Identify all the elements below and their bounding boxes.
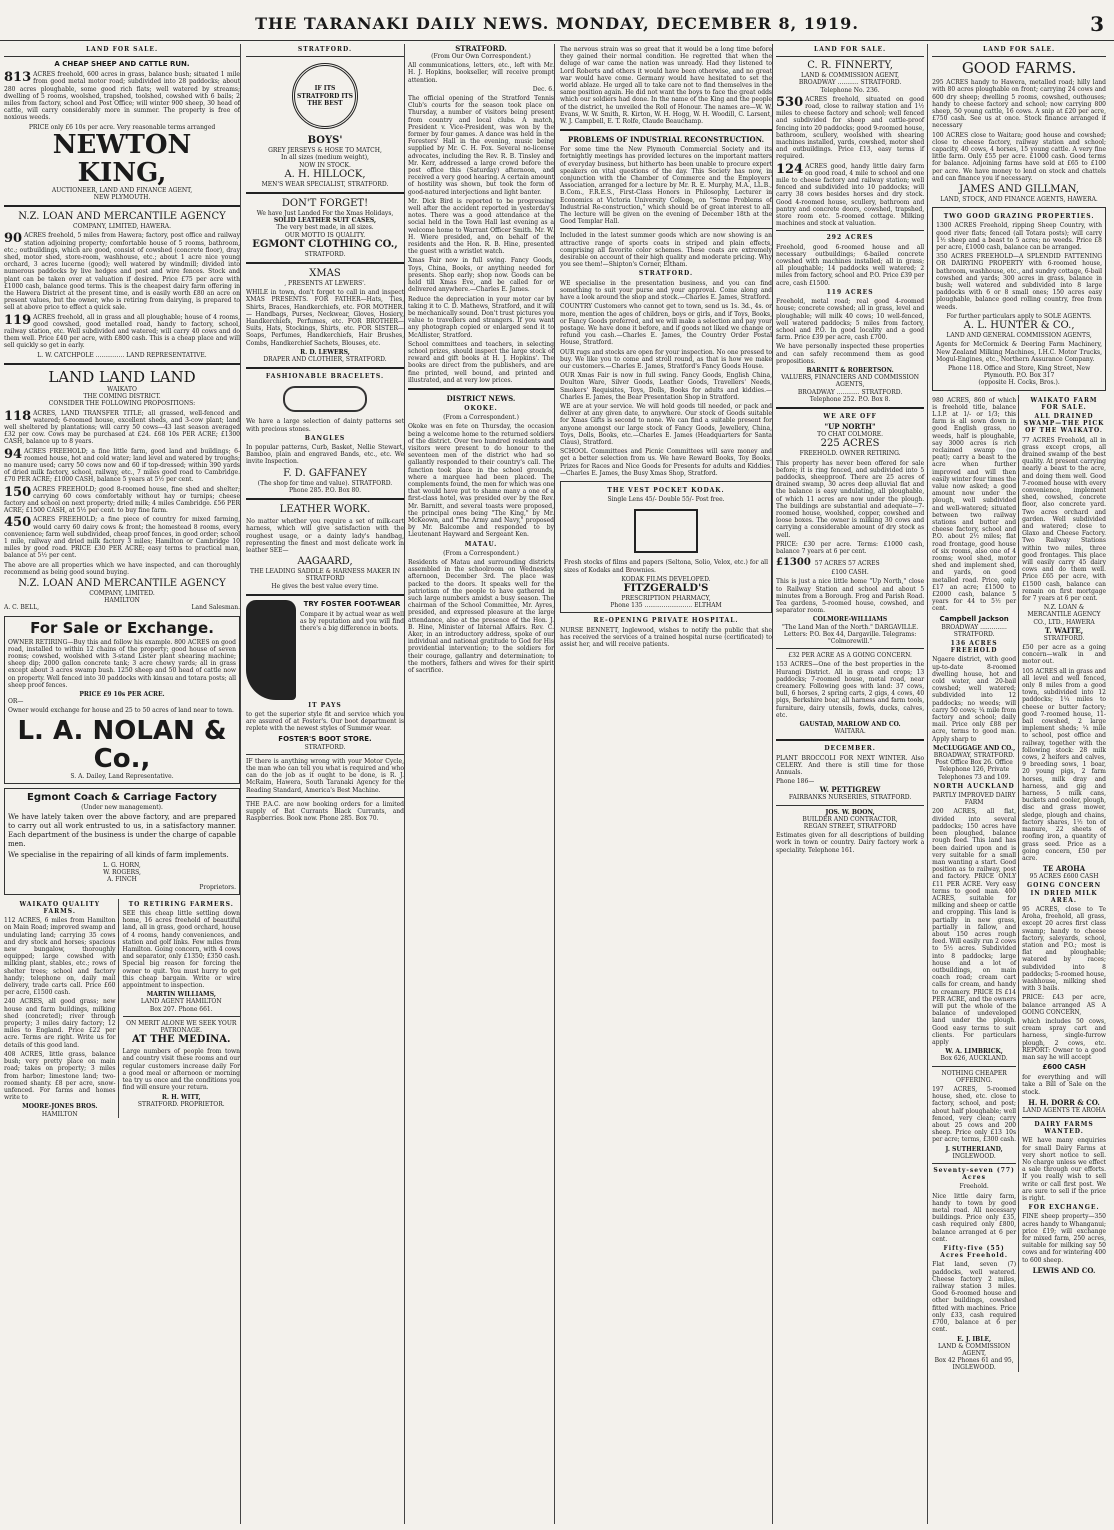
waikato-ad: 408 ACRES, little grass, balance bush; very pretty place on main road; takes on property; 3 miles from harbor; limestone land; two-roomed shanty. £8 per acre, snow-unfenced. For farms and homes write to xyxy=(4,1050,116,1102)
boot-place: STRATFORD. xyxy=(304,743,346,751)
nolan-sub: S. A. Dailey, Land Representative. xyxy=(70,772,174,780)
agent-role: AUCTIONEER, LAND AND FINANCE AGENT, xyxy=(51,186,193,194)
agent-right: Land Salesman. xyxy=(191,604,240,612)
ad-text: ACRES, LAND TRANSFER TITLE; all grassed, well-fenced and watered; 6-roomed house, excellent sheds, and 3-cow plant; land well sheltered by plantations; will carry 50 cows—43 last season averaged £32 per cow. Cows may be purchased at £24. £68 10s PER ACRE; £1300 CASH, balance up to 8 years. xyxy=(4,409,240,446)
agency-name: N.Z. LOAN AND MERCANTILE AGENCY xyxy=(18,577,226,589)
ad-text: 153 ACRES—One of the best properties in the Hurangi District. All in grass and crops; 13 paddocks; 7-roomed house, metal road, near creamery. Following goes with land: 37 cows, bull, 6 horses, 2 spring carts, 2 gigs, 4 cows, 40 pigs, Berkshire boar, all harness and farm tools, furniture, dairy utensils, fowls, ducks, calves, etc. xyxy=(776,661,925,719)
williams-role: LAND AGENT HAMILTON xyxy=(140,998,222,1006)
page-number: 3 xyxy=(1090,12,1104,36)
ad-text: Flat land, seven (7) paddocks, well watered. Cheese factory 2 miles, railway station 3 miles. Good 6-roomed house and other buildings, cowshed fitted with machines. Price only £33, cash required £700, balance at 6 per cent. xyxy=(932,1261,1017,1334)
problems-text: For some time the New Plymouth Commercial Society and its fortnightly meetings has provided lectures on the important matters of everyday business, but hitherto has been unable to procure expert speakers on vital questions of the day. This Society has now, in conjunction with the Chamber of Commerce and the Employers' Association, arranged for a lecture by Mr. R. E. Murphy, M.A., LL.B., B.Com., F.R.E.S., First-Class Honors in Philosophy, Lecturer in Economics at Victoria University College, on "Some Problems of Industrial Re-construction," which should be of great interest to all. The lecture will be given on the evening of December 18th at the Good Templar Hall. xyxy=(560,146,772,226)
ad-text: ACRES FREEHOLD; good 8-roomed house, fine shed and shelter; carrying 60 cows comfortably without hay or turnips; cheese factory and school on next property; dried milk; 4 miles Cambridge. £56 PER ACRE; £1500 CASH, at 5½ per cent. to buy fine farm. xyxy=(4,485,240,515)
james-ad: COUNTRY Customers who cannot get to town, send us 1s. 3d., 4s. or more, mention the ages of children, boys or girls, and if Toys, Books, or Fancy Goods preferred, and we will make a selection and pay your postage. We have done it before, and if goods not liked we change or refund you cash.—Charles E. James, the Country Order Postal House, Stratford. xyxy=(560,303,772,347)
ad-heading: 119 ACRES xyxy=(826,288,874,296)
limbrick-name: W. A. LIMBRICK, xyxy=(945,1048,1003,1056)
ad-text: 95 ACRES, close to Te Aroha, freehold, all grass, except 20 acres first class swamp; handy to cheese factory, saleyards, school, station and P.O.; most is flat and ploughable; watered by races; subdivided into 8 paddocks; 5-roomed house, washhouse, milking shed with 3 bails. xyxy=(1022,905,1106,993)
pettigrew-sub: FAIRBANKS NURSERIES, STRATFORD. xyxy=(788,794,912,802)
james-ad: SCHOOL Committees and Picnic Committees will save money and get a better selection from us. We have Reward Books, Toy Books, Prizes for Races and Nice Goods for Presents for adults and Kiddies.—Charles E. James, the Busy Xmas Shop, Stratford. xyxy=(560,448,772,477)
waite-place: STRATFORD. xyxy=(1043,634,1085,642)
reopen-heading: RE-OPENING PRIVATE HOSPITAL. xyxy=(593,617,739,625)
waikato-label: WAIKATO FARM FOR SALE. xyxy=(1030,396,1098,411)
gaustad-place: WAITARA. xyxy=(834,728,866,736)
boon-role: BUILDER AND CONTRACTOR, xyxy=(802,815,898,823)
masthead xyxy=(0,0,1114,41)
foster-text: Compare it by actual wear as well as by reputation and you will find there's a big difference in boots. xyxy=(300,610,404,633)
ad-text: Freehold, good 6-roomed house and all necessary outbuildings; 6-bailed concrete cowshed with machines installed; all in grass; all ploughable; 14 paddocks well watered; 2 miles from factory, school and P.O. Price £39 per acre, cash £1500. xyxy=(776,243,925,287)
mcluggage-box: Post Office Box 26. Office Telephone 126, Private Telephones 73 and 109. xyxy=(935,759,1013,781)
acres-number: 150 xyxy=(4,484,32,500)
land-sub: WAIKATO xyxy=(107,385,137,393)
waikato-place: HAMILTON xyxy=(41,1110,78,1118)
boot-icon xyxy=(246,600,296,700)
acres-number: 813 xyxy=(4,70,32,86)
land-heading: LAND LAND LAND xyxy=(48,367,196,386)
ad-heading: 292 ACRES xyxy=(826,234,874,242)
auckland-sub: PARTLY IMPROVED DAIRY FARM xyxy=(932,792,1016,807)
kodak-box xyxy=(560,481,772,613)
james-ad: OUR rugs and stocks are open for your inspection. No one pressed to buy. We like you to come and stroll round, as that is how we make our customers.—Charles E. James, Stratford's Fancy Goods House. xyxy=(560,348,772,370)
ad-text: Freehold, metal road; real good 4-roomed house; concrete cowshed; all in grass, level and ploughable; will milk 40 cows; 10 well-fenced, well watered paddocks; 5 miles from factory, school and P.O. In good locality and a good farm. Price £39 per acre, cash £700. xyxy=(776,298,925,342)
ad-agent: L. W. CATCHPOLE ............... LAND REPRESENTATIVE. xyxy=(37,351,207,359)
kodak-developed: KODAK FILMS DEVELOPED. xyxy=(621,575,711,583)
upnorth-sub: TO CHAT COLMORE. xyxy=(817,431,884,439)
williams-box: Box 207. Phone 661. xyxy=(149,1005,213,1013)
news-article: Xmas Fair now in full swing. Fancy Goods, Toys, China, Books, or anything needed for presents. Shop early; shop now. Goods can be held till Xmas Eve, and be called for or delivered anywhere.—Charles E. James. xyxy=(408,257,554,294)
column-land-for-sale xyxy=(4,44,241,1524)
column-land-agents xyxy=(776,44,1106,1524)
ad-heading: £1300 xyxy=(776,557,811,569)
james-ad: OUR Xmas Fair is now in full swing. Fancy Goods, English China, Doulton Ware, Silver Goods, Leather Goods, Travellers' Needs, Smokers' Requisites, Toys, Dolls, Books for adults and kiddies.—Charles E. James, the Bear Presentation Shop in Stratford. xyxy=(560,372,772,401)
colmore-role: "The Land Man of the North." DARGAVILLE. xyxy=(781,623,919,631)
egmont-text: We have lately taken over the above factory, and are prepared to carry out all work entrusted to us, in a satisfactory manner. Each department of the business is under the charge of capable men. xyxy=(8,813,236,849)
bangles-text: In popular patterns, Curb, Basket, Nellie Stewart, Bamboo, plain and engraved Bands, etc., etc. We invite Inspection. xyxy=(246,444,404,466)
foster-heading: TRY FOSTER FOOT-WEAR xyxy=(303,599,401,608)
agency-sub: COMPANY, LIMITED. xyxy=(89,589,155,597)
ad-heading: Seventy-seven (77) Acres xyxy=(933,1167,1015,1182)
sale-price: PRICE £9 10s PER ACRE. xyxy=(79,691,165,698)
ad-heading: A CHEAP SHEEP AND CATTLE RUN. xyxy=(54,60,190,69)
agency-name: N.Z. LOAN AND MERCANTILE AGENCY xyxy=(18,211,226,223)
ad-footer: The above are all properties which we have inspected, and can thoroughly recommend as being good sound buying. xyxy=(4,561,240,576)
medina-note: ON MERIT ALONE WE SEEK YOUR PATRONAGE. xyxy=(126,1019,237,1035)
campbell-name: Campbell Jackson xyxy=(939,614,1009,623)
ad-text: 295 ACRES handy to Hawera, metalled road; hilly land with 80 acres ploughable on front; carrying 24 cows and 600 dry sheep; dwelling 5 rooms, cowshed, outhouses; handy to cheese factory and school; now carrying 800 sheep, 50 young cattle, 16 cows. A snip at £20 per acre, £750 cash. See us at once. Stock finance arranged if necessary xyxy=(932,79,1106,130)
boys-sizes: In all sizes (medium weight), xyxy=(281,154,369,162)
ad-heading: 225 ACRES xyxy=(820,438,880,450)
mcluggage-place: BROADWAY, STRATFORD. xyxy=(933,752,1015,760)
barnitt-name: BARNITT & ROBERTSON. xyxy=(806,366,894,374)
bangles-heading: BANGLES xyxy=(304,434,346,442)
forget-motto: OUR MOTTO IS QUALITY. xyxy=(284,231,366,239)
stratford-label: STRATFORD. xyxy=(297,46,353,53)
ad-text: 200 ACRES, all flat, divided into several paddocks; 150 acres have been ploughed, balance rough feed. This land has been dairied upon and is very suitable for a small man wanting a start. Good position as to railway, post and factory. PRICE ONLY £11 PER ACRE. Very easy terms to good man. 400 ACRES, suitable for milking and sheep or cattle and cropping. This land is partially in new grass, partially in fallow, and about 150 acres rough feed. Will easily run 2 cows to 5½ acres. Subdivided into 8 paddocks; large house and a lot of outbuildings, on main coach road; cream cart calls for cream, and handy to creamery. PRICE IS £14 PER ACRE, and the owners will put the whole of the balance of undeveloped land under the plough. Good easy terms to suit clients. For particulars apply xyxy=(932,808,1017,1046)
acres-number: 94 xyxy=(4,446,23,462)
aagaard-note: He gives the best value every time. xyxy=(271,582,379,590)
sale-or: OR— xyxy=(8,698,24,706)
witt-role: STRATFORD. PROPRIETOR. xyxy=(137,1100,225,1108)
acres-number: 530 xyxy=(776,94,804,110)
barnitt-place: BROADWAY ............ STRATFORD. xyxy=(797,388,903,396)
ad-text: 100 ACRES close to Waitara; good house and cowshed; close to cheese factory, railway station and school; capacity, 40 cows, 4 horses, 15 young cattle. A very fine little farm. Only £55 per acre. £1000 cash. Good terms for balance. Adjoining farms have sold at £65 to £100 per acre. We have money to lend on stock and chattels and can finance you if necessary. xyxy=(932,131,1106,182)
acres-number: 119 xyxy=(4,312,32,328)
agent-left: A. C. BELL, xyxy=(4,604,40,612)
ad-text: This is just a nice little home "Up North," close to Railway Station and school and about 5 minutes from a Borough. Frog and Parish Road. Tea gardens, 5-roomed house, cowshed, and separator room. xyxy=(776,578,925,615)
hunter-role: LAND AND GENERAL COMMISSION AGENTS, xyxy=(946,332,1092,340)
medina-heading: AT THE MEDINA. xyxy=(131,1034,231,1046)
egmont-clothing: EGMONT CLOTHING CO., xyxy=(252,238,398,250)
james-ad: WE specialise in the presentation business, and you can find something to suit your purse and your approval. Come along and have a look around the shop and stock.—Charles E. James, Stratford. xyxy=(560,279,772,302)
finnerty-role: LAND & COMMISSION AGENT, xyxy=(801,72,900,80)
egmont-name: L. G. HORN, xyxy=(103,862,141,870)
ible-name: E. J. IBLE, xyxy=(957,1335,992,1343)
masthead-title: THE TARANAKI DAILY NEWS. MONDAY, DECEMBER 8, 1919. xyxy=(255,14,859,33)
aroha-heading: TE AROHA xyxy=(1042,864,1086,874)
ible-role: LAND & COMMISSION AGENT, xyxy=(937,1342,1011,1357)
forget-item: SOLID LEATHER SUIT CASES, xyxy=(273,217,377,225)
hunter-name: A. L. HUNTER & CO., xyxy=(963,320,1075,332)
exchange-text: FINE sheep property—350 acres handy to Whanganui; price £19; will exchange for mixed farm, 250 acres, suitable for milking say 50 cows and for wintering 400 to 600 sheep. xyxy=(1022,1213,1106,1264)
egmont-props: Proprietors. xyxy=(199,883,236,891)
pac-text: THE P.A.C. are now booking orders for a limited supply of Bat Currants Black Currants, and Raspberries. Book now. Phone 285. Box 70. xyxy=(246,800,404,823)
lewis-name: LEWIS AND CO. xyxy=(1032,1265,1096,1275)
retiring-heading: TO RETIRING FARMERS. xyxy=(128,900,234,908)
upnorth-quote: "UP NORTH" xyxy=(824,422,876,432)
ad-sub: Freehold. xyxy=(959,1183,989,1191)
fitz-phone: Phone 135 ......................... ELTHAM xyxy=(610,602,722,610)
egmont-sub: (Under new management). xyxy=(81,803,163,811)
ad-heading: Fifty-five (55) Acres Freehold. xyxy=(940,1245,1008,1260)
news-heading: STRATFORD. xyxy=(455,44,507,53)
boon-text: Estimates given for all descriptions of building work in town or country. Dairy factory work a speciality. Telephone 161. xyxy=(776,832,925,854)
mcluggage-name: McCLUGGAGE AND CO., xyxy=(933,744,1016,752)
gaffaney-name: F. D. GAFFANEY xyxy=(283,467,367,479)
acres-number: 124 xyxy=(776,161,804,177)
ad-text: ACRES good, handy little dairy farm on good road, 4 mile to school and one mile to cheese factory and railway station; well fenced and subdivided into 10 paddocks; will carry 38 cows besides horses and dry stock. Good 4-roomed house, scullery, bathroom and pantry and concrete doors, cowshed, trapshed, store room etc. 5-roomed cottage. Milking machines and stock at valuation. xyxy=(776,162,925,228)
pettigrew-name: W. PETTIGREW xyxy=(819,785,881,795)
ad-text: ACRES freehold, all in grass and all ploughable; house of 4 rooms, good cowshed, good metalled road, handy to factory, school, railway station, etc. Well subdivided and watered; will carry 40 cows and do them well. Price £40 per acre, with £800 cash. This is a cheap place and will sell quickly so get in early. xyxy=(4,313,240,350)
dorr-name: H. H. DORR & CO. xyxy=(1028,1097,1100,1107)
colmore-box: Letters: P.O. Box 44, Dargaville. Telegrams: "Colmorewill." xyxy=(783,630,917,646)
news-notice: All communications, letters, etc., left with Mr. H. J. Hopkins, bookseller, will receive prompt attention. xyxy=(408,62,554,84)
ad-text: 350 ACRES FREEHOLD—A SPLENDID FATTENING OR DAIRYING PROPERTY with 6-roomed house, bathroom, washhouse, etc., and sundry cottage, 6-bail cowshed and yards; 300 acres in grass, balance in bush; well watered and subdivided into 8 large paddocks with 6 or 8 small ones; 150 acres easy ploughable, balance good rolling country, free from weeds. xyxy=(936,253,1102,311)
hunter-note: (opposite H. Cocks, Bros.). xyxy=(978,379,1060,387)
ad-particulars: For further particulars apply to SOLE AGENTS. xyxy=(946,312,1092,320)
ad-price: PRICE only £6 10s per acre. Very reasonable terms arranged xyxy=(28,123,216,131)
problems-heading: PROBLEMS OF INDUSTRIAL RECONSTRUCTION. xyxy=(567,135,765,145)
forget-note: The very best made, in all sizes. xyxy=(276,224,374,232)
ad-text: 77 ACRES Freehold, all in grass except crops, all drained swamp of the best quality. At present carrying nearly a beast to the acre, and doing them well. Good 7-roomed house with every convenience, implement shed, cowshed, concrete floor, also concrete yard. Two acres orchard and garden. Well subdivided and watered; close to Glaxo and Cheese Factory. Two Railway Stations within two miles, three good frontages. This place will easily carry 45 dairy cows and do them well. Price £65 per acre, with £1500 cash, balance can remain on first mortgage for 7 years at 6 per cent. xyxy=(1022,436,1106,602)
pays-heading: IT PAYS xyxy=(308,701,342,709)
acres-number: 118 xyxy=(4,408,32,424)
finnerty-phone: Telephone No. 236. xyxy=(820,86,880,94)
witt-name: R. H. WITT, xyxy=(161,1093,201,1101)
okoke-text: Okoke was en fete on Thursday, the occasion being a welcome home to the returned soldiers of the district. Over two hundred residents and visitors were present to do honour to the seventeen men of the district who had so gallantly responded to their country's call. The function took place in the school grounds, where a marquee had been placed. The complements found, the men for which was one that would have put to shame many a one of a first-class hotel, was presided over by the Rev. Mr. Barnitt, and several toasts were proposed, the principal ones being "The King," by Mr. McKeown, and "The Army and Navy," proposed by Mr. Balcombe and responded to by Lieutenant Hayward and Sergeant Ken. xyxy=(408,423,554,539)
waikato-ad: 240 ACRES, all good grass; new house and farm buildings, milking shed (concreted); river through property; 3 miles dairy factory; 12 miles to England. Price £22 per acre. Terms are right. Write us for details of this good land. xyxy=(4,998,116,1049)
pays-text: to get the superior style fit and service which you are assured of at Foster's. Our boot department is replete with the newest styles of Summer wear. xyxy=(246,710,404,733)
land-sub2: THE COMING DISTRICT. xyxy=(83,393,161,401)
ad-acres: 57 ACRES 57 ACRES xyxy=(814,559,880,567)
news-article: The nervous strain was so great that it would be a long time before they gained their normal condition. He regretted that when the deluge of war came the nation was unready. Had they listened to Lord Roberts and others it would have been otherwise, and no great war would have come. Germany would have hesitated to set the world ablaze. He urged all to take care not to find themselves in the same position again. He did not want the boys to face the great odds which our soldiers had done. In the name of the King and the people of the district, he unveiled the Roll of Honour. The names are—W. W. Evans, W. W. Smith, R. Kirton, W. H. Hogg, W. H. Woodill, C. Larsent, W. J. Campbell, E. T. Rolfe, Claude Beauchamp. xyxy=(560,46,772,126)
december-text: PLANT BROCCOLI FOR NEXT WINTER. Also CELERY. And there is still time for those Annuals. xyxy=(776,754,925,777)
grazing-heading: TWO GOOD GRAZING PROPERTIES. xyxy=(943,213,1095,221)
matau-byline: (From a Correspondent.) xyxy=(443,549,519,557)
camera-icon xyxy=(634,509,698,553)
sale-heading: For Sale or Exchange. xyxy=(30,618,214,637)
land-props: CONSIDER THE FOLLOWING PROPOSITIONS: xyxy=(48,400,196,408)
medina-text: Large numbers of people from town and country visit these rooms and our regular customers increase daily For a good meal or afternoon or morning tea try us once and the conditions you find will ensure your return. xyxy=(122,1048,240,1092)
gaffaney-phone: Phone 285. P.O. Box 80. xyxy=(288,486,362,494)
ad-text: ACRES FREEHOLD; a fine little farm, good land and buildings; 6-roomed house, hot and cold water; land level and watered by troughs; no manure used; carry 50 cows now and 60 if top-dressed; within 390 yards of dried milk factory, school, railway, etc., 7 miles good road to Cambridge. £70 PER ACRE; £1000 CASH, balance 5 years at 5½ per cent. xyxy=(4,447,240,484)
gaustad-name: GAUSTAD, MARLOW AND CO. xyxy=(799,721,901,729)
gillman-name: JAMES AND GILLMAN, xyxy=(959,184,1080,196)
egmont-heading: Egmont Coach & Carriage Factory xyxy=(27,791,217,803)
barnitt-phone: Telephone 252. P.O. Box 8. xyxy=(809,395,891,403)
boon-name: JOS. W. BOON, xyxy=(825,808,875,816)
campbell-place: BROADWAY .............. STRATFORD. xyxy=(941,623,1007,638)
sale-exchange: Owner would exchange for house and 25 to 50 acres of land near to town. xyxy=(8,707,234,715)
ad-price: PRICE: £30 per acre. Terms: £1000 cash, balance 7 years at 6 per cent. xyxy=(776,540,925,555)
sutherland-place: INGLEWOOD. xyxy=(952,1152,996,1160)
bracelet-heading: FASHIONABLE BRACELETS. xyxy=(265,373,385,381)
boys-stock: NOW IN STOCK. xyxy=(299,161,351,169)
xmas-heading: XMAS xyxy=(309,268,341,280)
upnorth-heading: WE ARE OFF xyxy=(823,412,877,420)
ad-text: This property has never been offered for sale before; it is ring fenced, and subdivided into 5 paddocks, sheepproof. There are 25 acres of drained swamp, 30 acres deep alluvial flat and the balance is easy undulating, all ploughable, of which 11 acres are now under the plough. The buildings are substantial and adequate—7-roomed house, woolshed, copper, cowshed and loose boxes. The owner is milking 30 cows and carrying a considerable amount of dry stock as well. xyxy=(776,459,925,539)
xmas-sub: , PRESENTS AT LEWERS'. xyxy=(284,280,366,288)
hunter-text: Agents for McCormick & Deering Farm Machinery, New Zealand Milking Machines, I.H.C. Motor Trucks, Mogul-Engines, etc., Northern Assurance Company. xyxy=(936,341,1102,363)
wanted-heading: DAIRY FARMS WANTED. xyxy=(1034,1121,1094,1136)
bracelet-icon xyxy=(283,386,367,412)
aagaard-name: AAGAARD, xyxy=(297,556,353,568)
shield-text: IF ITS STRATFORD ITS THE BEST xyxy=(297,85,353,107)
limbrick-box: Box 626, AUCKLAND. xyxy=(940,1055,1008,1063)
egmont-name: A. FINCH xyxy=(107,876,137,884)
lewers-role: DRAPER AND CLOTHIER, STRATFORD. xyxy=(263,356,387,364)
aroha-sub: GOING CONCERN IN DRIED MILK AREA. xyxy=(1026,882,1102,904)
good-farms-heading: GOOD FARMS. xyxy=(961,59,1077,78)
egmont-text: We specialise in the repairing of all kinds of farm implements. xyxy=(8,851,229,860)
ible-box: Box 42 Phones 61 and 95, xyxy=(934,1357,1014,1365)
december-phone: Phone 186— xyxy=(776,778,815,786)
ad-price: PRICE: £43 per acre, balance arranged AS A GOING CONCERN, xyxy=(1022,994,1106,1016)
ad-text: Nice little dairy farm, handy to town by good metal road. All necessary buildings. Price only £35, cash required only £800, balance arranged at 6 per cent. xyxy=(932,1192,1017,1243)
ad-text: We have personally inspected these properties and can safely recommend them as good propositions. xyxy=(776,343,925,365)
exchange-heading: FOR EXCHANGE. xyxy=(1028,1204,1100,1212)
leather-heading: LEATHER WORK. xyxy=(279,504,371,516)
ad-text: 1300 ACRES Freehold, ripping Sheep Country, with good river flats; fenced (all Totara posts); will carry 1½ sheep and a beast to 5 acres; no weeds. Price £8 per acre, £1000 cash, balance can be arranged. xyxy=(936,222,1102,252)
news-article: Reduce the depreciation in your motor car by taking it to C. D. Mathews, Stratford, and it will be mechanically sound. Don't trust pictures you value to travellers and strangers. If you want any photograph copied or enlarged send it to McAllister, Stratford. xyxy=(408,295,554,339)
james-ad: WE are at your service. We will hold goods till needed, or pack and deliver at any given date, to anywhere. Our stock of Goods suitable for Xmas Gifts is second to none. We can find a suitable present for anyone amongst our large stock of Fancy Goods, Jewellery, China, Toys, Dolls, Books, etc.—Charles E. James (Headquarters for Santa Claus), Stratford. xyxy=(560,402,772,446)
ad-text: ACRES freehold, 600 acres in grass, balance bush; situated 1 mile from good metal motor road; subdivided into 28 paddocks; about 280 acres ploughable, some good rich flats; well watered by streams; dwelling of 5 rooms, woolshed, trapshed, toolshed, cowshed with 6 bails; 2 miles from factory, school and Post Office; will winter 900 sheep, 30 head of cattle, will carry considerably more in summer. The property is free of noxious weeds. xyxy=(4,71,240,122)
retiring-text: SEE this cheap little settling down home, 16 acres freehold of beautiful land, all in grass, good orchard, house of 4 rooms, handy conveniences, and station and golf links. Few miles from Hamilton. Going concern, with 4 cows and separator, only £1350; £350 cash. Special big reason for forcing the owner to quit. You must hurry to get this cheap bargain. Write or wire appointment to inspection. xyxy=(122,910,240,990)
acres-number: 450 xyxy=(4,515,32,531)
waikato-ad: 112 ACRES, 6 miles from Hamilton on Main Road; improved swamp and undulating land; carrying 35 cows and dry stock and horses; spacious new bungalow, thoroughly equipped; large cowshed with milking plant, stables, etc.; rows of shelter trees; school and factory handy; telephone on, daily mail delivery, trade carts call. Price £60 per acre, £1500 cash. xyxy=(4,917,116,997)
fitz-role: PRESCRIPTION PHARMACY, xyxy=(621,594,711,602)
auckland-heading: NORTH AUCKLAND xyxy=(933,782,1015,790)
motor-text: IF there is anything wrong with your Motor Cycle, the man who can tell you what is required and who can do the job as it ought to be done, is R. J. McRaim, Hawera, South Taranaki Agency for the Reading Standard, America's Best Machine. xyxy=(246,757,404,794)
egmont-name: W. ROGERS, xyxy=(103,869,141,877)
included-text: Included in the latest summer goods which are now showing is an attractive range of sports coats in striped and plain effects, comprising all favorite color schemes. These coats are extremely desirable on account of their high quality and moderate pricing. Why you see them!—Shipton's Corner, Eltham. xyxy=(560,232,772,269)
leather-text: No matter whether you require a set of milk-cart harness, which will give satisfaction with the roughest usage, or a dainty lady's handbag, representing the finest and most delicate work in leather SEE— xyxy=(246,518,404,554)
acres-number: 90 xyxy=(4,231,23,247)
concern-heading: £32 PER ACRE AS A GOING CONCERN. xyxy=(788,652,912,660)
column-stratford xyxy=(246,44,555,1524)
agent-place: NEW PLYMOUTH. xyxy=(93,194,151,202)
boot-store: FOSTER'S BOOT STORE. xyxy=(278,734,372,743)
ad-text: ACRES freehold, situated on good road, close to railway station and 1½ miles to cheese factory and school; well fenced and subdivided for sheep and cattle-proof fencing into 20 paddocks; good 9-roomed house, bathroom, scullery, woolshed with shearing machines installed, yards, cowshed, motor shed and outbuildings. Price £13, easy terms if required. xyxy=(776,95,925,161)
december-heading: DECEMBER. xyxy=(824,745,876,753)
finnerty-name: C. R. FINNERTY, xyxy=(807,60,893,72)
section-label: LAND FOR SALE. xyxy=(983,46,1056,53)
waikato-heading: WAIKATO QUALITY FARMS. xyxy=(19,900,101,916)
wanted-text: WE have many enquiries for small Dairy Farms at very short notice to sell. No charge unless we effect a sale through our efforts. If you really wish to sell write or call first post. We are sure to sell if the price is right. xyxy=(1022,1137,1106,1203)
matau-text: Residents of Matau and surrounding districts assembled in the schoolroom on Wednesday afternoon, December 3rd. The place was packed to the doors. It speaks well for the patriotism of the people to have gathered in such large numbers amidst a busy season. The chairman of the School Committee, Mr. Ayres, presided, and expressed pleasure at the large attendance, also at the presence of the Hon. J. B. Hine, Minister of Internal Affairs. Rev. C. Aker, in an introductory address, spoke of our individual and national gratitude to God for His providential intervention; to the soldiers for their courage, gallantry and determination; to the mothers, fathers and wives for their spirit of sacrifice. xyxy=(408,559,554,675)
gillman-role: LAND, STOCK, AND FINANCE AGENTS, HAWERA. xyxy=(940,196,1098,204)
okoke-byline: (From a Correspondent.) xyxy=(443,414,519,422)
forget-heading: DON'T FORGET! xyxy=(281,198,369,210)
boys-heading: BOYS' xyxy=(307,135,343,147)
drained-heading: ALL DRAINED SWAMP—THE PICK OF THE WAIKATO. xyxy=(1023,412,1105,435)
aroha-acres: 95 ACRES £600 CASH xyxy=(1029,873,1099,881)
lewers-name: R. D. LEWERS, xyxy=(300,348,350,356)
agency-place: HAMILTON xyxy=(104,597,140,605)
ad-text: 105 ACRES all in grass and all level and well fenced, only 8 miles from a good town, subdivided into 12 paddocks; 1¼ miles to cheese or butter factory; good 7-roomed house, 11-bail cowshed, 2 large implement sheds; ¼ mile to school, post office and railway, together with the following stock: 28 milk cows, 2 heifers and calves, 9 breeding sows, 1 boar, 20 young pigs, 2 farm horses, milk dray and harness, and gig and harness, 5 milk cans, buckets and cooler, plough, disc and grass mower, sledge, plough and chains, factory shares, 1½ ton of manure, 22 sheets of roofing iron, a quantity of grass seed. Price as a going concern, £50 per acre. xyxy=(1022,667,1106,862)
bracelet-text: We have a large selection of dainty patterns set with precious stones. xyxy=(246,418,404,433)
nzloan-bottom: N.Z. LOAN & MERCANTILE AGENCY CO., LTD., HAWERA xyxy=(1027,604,1101,626)
district-heading: DISTRICT NEWS. xyxy=(446,393,516,403)
williams-name: MARTIN WILLIAMS, xyxy=(146,991,216,999)
hunter-phone: Phone 118. Office and Store, King Street, New Plymouth. P.O. Box 317 xyxy=(947,364,1091,380)
boon-place: REGAN STREET, STRATFORD xyxy=(803,823,897,831)
fitz-name: FITZGERALD'S xyxy=(623,582,709,594)
ad-text: Ngaere district, with good up-to-date 8-roomed dwelling house, hot and cold water, and 20-bail cowshed; well watered; subdivided into 12 paddocks; no weeds; will carry 50 cows; ¼ mile from factory and school; daily mail. Price only £88 per acre, terms to good man. Apply sharp to xyxy=(932,656,1017,743)
forget-text: We have Just Landed For the Xmas Holidays, xyxy=(256,210,394,218)
waikato-agent: MOORE-JONES BROS. xyxy=(22,1103,98,1111)
waite-name: T. WAITE, xyxy=(1044,625,1084,635)
ad-cash: £100 CASH. xyxy=(831,569,869,577)
section-label: LAND FOR SALE. xyxy=(85,46,159,53)
xmas-text: WHILE in town, don't forget to call in and inspect XMAS PRESENTS. FOR FATHER—Hats, Ties, Shirts, Braces, Handkerchiefs, etc. FOR MOTHER.— Handbags, Purses, Neckwear, Gloves, Hosiery, Handkerchiefs, Perfumes, etc. FOR BROTHER—Suits, Hats, Stockings, Shirts, etc. FOR SISTER—Soaps, Perfumes, Handkerchiefs, Hair Brushes, Combs, Handkerchief Sachets, Blouses, etc. xyxy=(246,289,404,347)
section-label: LAND FOR SALE. xyxy=(814,46,887,53)
news-article: The official opening of the Stratford Tennis Club's courts for the season took place on Thursday, a number of visitors being present from country and local clubs. A match, President v. Vice-President, was won by the former by four games. A dance was held in the Foresters' Hall in the evening, music being supplied by Mr. C. H. Fox. Several no-license advocates, including the Rev. R. B. Tinsley and Mr. Kerr, addressed a large crowd before the post office this (Saturday) afternoon, and received a very good hearing. A certain amount of hostility was shown, but took the form of good-natured interjections and light banter. xyxy=(408,95,554,196)
aagaard-role: THE LEADING SADDLE & HARNESS MAKER IN STRATFORD xyxy=(249,568,401,583)
kodak-prices: Single Lens 45/- Double 55/- Post free. xyxy=(607,496,725,504)
dorr-role: LAND AGENTS TE AROHA xyxy=(1022,1106,1106,1114)
sale-exchange-box xyxy=(4,616,240,784)
ad-sub: FREEHOLD. OWNER RETIRING. xyxy=(799,450,901,458)
ad-heading: 136 ACRES FREEHOLD xyxy=(950,640,998,655)
shield-logo-icon xyxy=(292,63,358,129)
nolan-name: L. A. NOLAN & Co., xyxy=(17,715,227,774)
ad-text: for everything and will take a Bill of Sale on the stock. xyxy=(1022,1074,1106,1096)
reopen-text: NURSE BENNETT, Inglewood, wishes to notify the public that she has received the services of a trained hospital nurse (certificated) to assist her, and will receive patients. xyxy=(560,626,772,648)
sale-text: OWNER RETIRING—Buy this and follow his example. 800 ACRES on good road, installed to within 12 chains of the property; good house of seven rooms; cowshed, woolshed with 3-stand Lister plant shearing machine; sheep dip; 2000 gallon concrete tank; 3 acre chewy yards; all in grass except about 3 acres swamp bush. 1250 sheep and 50 head of cattle now on property. Well fenced into 30 paddocks with kinsau and totara posts; all sheep proof fences. xyxy=(8,638,237,689)
kodak-text: Fresh stocks of films and papers (Seltona, Solio, Velox, etc.) for all sizes of Kodaks and Brownies. xyxy=(564,559,768,574)
agent-name: NEWTON KING, xyxy=(52,129,192,188)
hillock-name: A. H. HILLOCK, xyxy=(284,168,366,180)
egmont-place: STRATFORD. xyxy=(304,250,346,258)
colmore-name: COLMORE-WILLIAMS xyxy=(812,616,888,624)
okoke-heading: OKOKE. xyxy=(464,404,498,412)
news-byline: (From Our Own Correspondent.) xyxy=(431,53,531,60)
stratford-label: STRATFORD. xyxy=(638,270,694,278)
barnitt-role: VALUERS, FINANCIERS AND COMMISSION AGENTS, xyxy=(781,374,920,389)
column-news xyxy=(560,44,773,1524)
sutherland-name: J. SUTHERLAND, xyxy=(945,1145,1003,1153)
aroha-cash: £600 CASH xyxy=(1042,1063,1086,1072)
ad-text: 197 ACRES, 5-roomed house, shed, etc. close to factory, school, and post; about half ploughable; well fenced, very clean; carry about 25 cows and 200 sheep. Price only £13 10s per acre; terms, £300 cash. xyxy=(932,1086,1017,1144)
waite-note: £50 per acre as a going concern—walk in and motor out. xyxy=(1022,644,1106,666)
hillock-role: MEN'S WEAR SPECIALIST, STRATFORD. xyxy=(261,180,389,188)
matau-heading: MATAU. xyxy=(464,540,498,548)
news-article: School committees and teachers, in selecting school prizes, should inspect the large stock of reward and gift books at H. J. Hopkins'. The books are direct from the publishers, and are fine printed, well bound, and printed and illustrated, and at very low prices. xyxy=(408,340,554,384)
egmont-box xyxy=(4,788,240,895)
ad-text: ACRES FREEHOLD; a fine piece of country for mixed farming, would carry 60 dairy cows & front; the homestead 8 rooms, every convenience; farm well subdivided, cheap proof fences, in good order; school 1 mile, railway and dried milk factory 3 miles; Hamilton or Cambridge 10 miles by good road. PRICE £30 PER ACRE; easy terms to practical man, balance at 5½ per cent. xyxy=(4,516,240,560)
ible-place: INGLEWOOD. xyxy=(952,1364,996,1372)
ad-text: which includes 50 cows, cream spray cart and harness, single-furrow plough, 2 cows, etc. REPORT: Owner to a good man say he will accept xyxy=(1022,1017,1106,1061)
cheaper-heading: NOTHING CHEAPER OFFERING. xyxy=(941,1069,1007,1084)
news-date: Dec. 6. xyxy=(532,85,554,93)
boys-text: GREY JERSEYS & HOSE TO MATCH, xyxy=(268,147,382,155)
agency-sub: COMPANY, LIMITED, HAWERA. xyxy=(72,223,171,231)
news-article: Mr. Dick Bird is reported to be progressing well after the accident reported in yesterday's notes. There was a good attendance at the social held in the Town Hall last evening as a welcome home to Warrant Officer Smith. Mr. W. H. Wiere presided, and, on behalf of the residents and the Hon. R. B. Hine, presented the guest with a wristlet watch. xyxy=(408,197,554,256)
kodak-heading: THE VEST POCKET KODAK. xyxy=(607,486,725,494)
ad-text: ACRES freehold, 5 miles from Hawera; factory, post office and railway station adjoining property; comfortable house of 5 rooms, bathroom, etc.; outbuildings, which are good, consist of cowshed (concrete floor), dray shed, motor shed, store-room, washhouse, etc.; about 1 acre nice young orchard, 3 acres lucerne (good); well watered by windmill; divided into numerous paddocks by live hedges and post and wire fences. Stock and plant can be taken over at valuation if desired. Price £75 per acre with £1000 cash, balance good terms. This is the cheapest dairy farm offering in the Hawera District at the present time, and is easily worth £80 an acre on present values, but the owner, who is retiring from dairying, is prepared to sell at above price to effect a quick sale. xyxy=(4,232,240,312)
ad-text: 980 ACRES, 860 of which is freehold title, balance L.I.P. at 1/- or 1/3; this farm is all sown down in good English grass, no weeds, half is ploughable, say 3000 acres is rich reclaimed swamp (no peat); carry a beast to the acre when further improved and will then easily winter four times the value now asked; a good amount now under the plough, well subdivided and well-watered; situated between two railway stations and butter and cheese factory, school and P.O. about 2½ miles; flat road frontage, good house of six rooms, also one of 4 rooms; wool shed, motor shed and implement shed, and yards, on good metalled road. Price, only £17 an acre; £1500 to £2000 cash, balance 5 years for 44 to 5½ per cent. xyxy=(932,396,1017,613)
gaffaney-sub: (The shop for time and value). STRATFORD. xyxy=(257,479,393,487)
finnerty-place: BROADWAY ........... STRATFORD. xyxy=(798,79,902,87)
